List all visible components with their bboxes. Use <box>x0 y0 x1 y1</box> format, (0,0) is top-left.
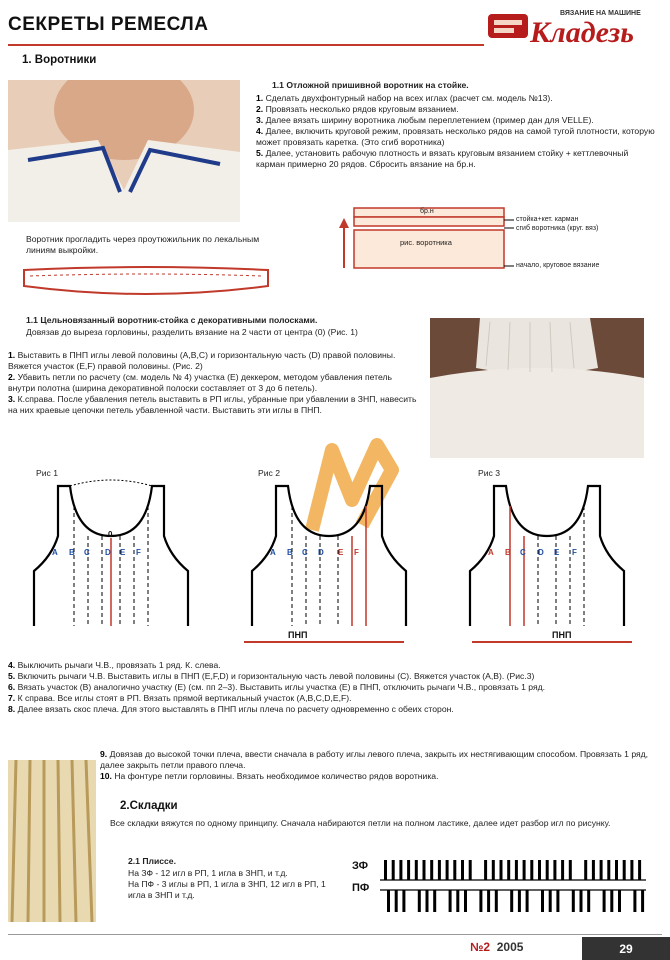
fig1-letter-d: D <box>105 548 111 557</box>
front-bed-needle <box>526 890 529 912</box>
back-bed-needle <box>500 860 503 880</box>
back-bed-needle <box>415 860 418 880</box>
collar2-steps-b2 <box>100 749 656 782</box>
collar1-step-3: 3. Далее вязать ширину воротника любым переплетением (пример дан для VELLE). <box>256 115 594 125</box>
logo-subtitle: ВЯЗАНИЕ НА МАШИНЕ <box>560 10 641 17</box>
collar2-step-4: 4. Выключить рычаги Ч.В., провязать 1 ряд. К. слева. <box>8 660 221 670</box>
fig1-center-label: 0 <box>108 530 113 539</box>
back-bed-needle <box>461 860 464 880</box>
front-bed-needle <box>633 890 636 912</box>
collar2-step-3: 3. К.справа. После убавления петель выставить в РП иглы, убранные при убавлении в ЗНП, навесить на них краевые цепочки петель убавленной части. Выставить эти иглы в ПНП. <box>8 394 417 415</box>
back-bed-needle <box>607 860 610 880</box>
back-bed-needle <box>469 860 472 880</box>
pleat-photo <box>8 760 96 922</box>
back-bed-needle <box>538 860 541 880</box>
back-bed-needle <box>453 860 456 880</box>
front-bed-needle <box>449 890 452 912</box>
fig2-letter-e: E <box>338 548 344 557</box>
back-bed-needle <box>492 860 495 880</box>
layer-main-box-label: рис. воротника <box>400 238 452 247</box>
fig2-letter-d: D <box>318 548 324 557</box>
back-bed-needle <box>546 860 549 880</box>
fig3-label: Рис 3 <box>478 468 500 478</box>
front-bed-needle <box>549 890 552 912</box>
logo-icon <box>486 6 532 46</box>
layer-fold-label: сгиб воротника (круг. вяз) <box>516 225 599 232</box>
back-bed-needle <box>507 860 510 880</box>
front-bed-needle <box>433 890 436 912</box>
collar1-title: 1.1 Отложной пришивной воротник на стойке. <box>272 80 469 90</box>
collar2-step-6: 6. Вязать участок (B) аналогично участку (E) (см. пп 2–3). Выставить иглы участка (E) в ПНП, отключить рычаги Ч.В., провязать 1 ряд. <box>8 682 546 692</box>
fig1-letter-c: C <box>84 548 90 557</box>
fig3-letter-d: D <box>538 548 544 557</box>
fig2-letter-a: A <box>270 548 276 557</box>
back-bed-needle <box>407 860 410 880</box>
back-bed-needle <box>638 860 641 880</box>
figure-2 <box>244 476 414 646</box>
front-bed-needle <box>572 890 575 912</box>
collar2-step-9: 9. Довязав до высокой точки плеча, ввести сначала в работу иглы левого плеча, закрыть их нестягивающим способом. Провязать 1 ряд, далее закрыть петли правого плеча. <box>100 749 649 770</box>
back-bed-needle <box>592 860 595 880</box>
collar1-note: Воротник прогладить через проутюжильник по лекальным линиям выкройки. <box>26 234 260 255</box>
front-bed-needle <box>426 890 429 912</box>
sec2-intro: Все складки вяжутся по одному принципу. Сначала набираются петли на полном ластике, далее идет разбор игл по рисунку. <box>110 818 611 828</box>
fig3-letter-c: C <box>520 548 526 557</box>
page-number: 29 <box>582 937 670 960</box>
collar-photo-2 <box>430 318 644 458</box>
back-bed-needle <box>438 860 441 880</box>
collar2-intro: Довязав до выреза горловины, разделить вязание на 2 части от центра (0) (Рис. 1) <box>26 327 358 337</box>
layer-pocket-label: стойка+кет. карман <box>516 216 579 223</box>
fig2-bottom-label: ПНП <box>288 630 308 640</box>
back-bed-needle <box>446 860 449 880</box>
fig3-bottom-label: ПНП <box>552 630 572 640</box>
front-bed-needle <box>418 890 421 912</box>
fig3-letter-e: E <box>554 548 560 557</box>
front-bed-needle <box>464 890 467 912</box>
back-bed-needle <box>584 860 587 880</box>
collar2-step-10: 10. На фонтуре петли горловины. Вязать необходимое количество рядов воротника. <box>100 771 439 781</box>
front-bed-needle <box>541 890 544 912</box>
sec2-line-2: На ПФ - 3 иглы в РП, 1 игла в ЗНП, 12 игл в РП, 1 игла в ЗНП и т.д. <box>128 879 326 900</box>
fig3-letter-b: B <box>505 548 511 557</box>
front-bed-needle <box>603 890 606 912</box>
back-bed-needle <box>523 860 526 880</box>
back-bed-needle <box>623 860 626 880</box>
collar1-steps <box>256 93 658 170</box>
collar2-title: 1.1 Цельновязанный воротник-стойка с декоративными полосками. <box>26 315 318 325</box>
header-rule <box>8 44 484 46</box>
back-bed-needle <box>515 860 518 880</box>
back-bed-needle <box>561 860 564 880</box>
front-bed-needle <box>510 890 513 912</box>
back-bed-needle <box>423 860 426 880</box>
back-bed-needle <box>553 860 556 880</box>
back-bed-needle <box>600 860 603 880</box>
layer-top-box-label: бр.н <box>420 208 434 215</box>
collar1-step-2: 2. Провязать несколько рядов круговым вязанием. <box>256 104 459 114</box>
collar-layer-diagram <box>334 204 670 274</box>
back-bed-needle <box>630 860 633 880</box>
back-bed-needle <box>569 860 572 880</box>
front-bed-needle <box>556 890 559 912</box>
back-bed-needle <box>392 860 395 880</box>
fig2-letter-b: B <box>287 548 293 557</box>
front-bed-needle <box>487 890 490 912</box>
front-bed-needle <box>456 890 459 912</box>
front-bed-needle <box>641 890 644 912</box>
logo-text: Кладезь <box>530 16 634 49</box>
collar2-step-7: 7. К справа. Все иглы стоят в РП. Вязать прямой вертикальный участок (A,B,C,D,E,F). <box>8 693 352 703</box>
footer-rule <box>8 934 662 935</box>
sec2-lines <box>128 868 342 901</box>
front-bed-needle <box>402 890 405 912</box>
back-bed-needle <box>615 860 618 880</box>
fig2-letter-c: C <box>302 548 308 557</box>
back-bed-needle <box>530 860 533 880</box>
collar1-step-5: 5. Далее, установить рабочую плотность и вязать круговым вязанием стойку + кеттлевочный карман примерно 20 рядов. Сбросить вязание на бр.н. <box>256 148 629 169</box>
page-section-title: СЕКРЕТЫ РЕМЕСЛА <box>8 14 209 35</box>
bed-label-zf: ЗФ <box>352 860 369 872</box>
back-bed-needle <box>484 860 487 880</box>
issue-number: №2 2005 <box>470 940 524 954</box>
section-1-title: 1. Воротники <box>22 54 97 66</box>
back-bed-needle <box>384 860 387 880</box>
fig1-letter-e: E <box>120 548 126 557</box>
layer-start-label: начало, круговое вязание <box>516 262 600 269</box>
collar2-steps-a <box>8 350 418 416</box>
collar2-step-2: 2. Убавить петли по расчету (см. модель № 4) участка (E) деккером, методом убавления петель внутри полотна (ширина декоративной полоски составляет от 3 до 6 петель). <box>8 372 392 393</box>
fig1-letter-b: B <box>69 548 75 557</box>
bed-label-pf: ПФ <box>352 882 370 894</box>
front-bed-needle <box>395 890 398 912</box>
fig1-letter-a: A <box>52 548 58 557</box>
front-bed-needle <box>479 890 482 912</box>
front-bed-needle <box>387 890 390 912</box>
collar-photo-1 <box>8 80 240 222</box>
front-bed-needle <box>610 890 613 912</box>
fig1-label: Рис 1 <box>36 468 58 478</box>
fig2-label: Рис 2 <box>258 468 280 478</box>
front-bed-needle <box>618 890 621 912</box>
figure-3 <box>462 476 632 646</box>
collar1-step-1: 1. Сделать двухфонтурный набор на всех иглах (расчет см. модель №13). <box>256 93 553 103</box>
front-bed-needle <box>587 890 590 912</box>
fig3-letter-a: A <box>488 548 494 557</box>
collar2-step-8: 8. Далее вязать скос плеча. Для этого выставлять в ПНП иглы плеча по расчету одновременно с обеих сторон. <box>8 704 454 714</box>
collar2-step-5: 5. Включить рычаги Ч.В. Выставить иглы в ПНП (E,F,D) и горизонтальную часть левой половины (C). Вяжется участок (A,B). (Рис.3) <box>8 671 535 681</box>
back-bed-needle <box>430 860 433 880</box>
collar-pattern-shape <box>18 262 274 304</box>
fig1-letter-f: F <box>136 548 141 557</box>
front-bed-needle <box>495 890 498 912</box>
back-bed-needle <box>399 860 402 880</box>
front-bed-needle <box>580 890 583 912</box>
collar2-step-1: 1. Выставить в ПНП иглы левой половины (A,B,C) и горизонтальную часть (D) правой половины. Вяжется участок (E,F) правой половины. (Рис. 2) <box>8 350 396 371</box>
sec2-sub-title: 2.1 Плиссе. <box>128 856 176 866</box>
fig3-letter-f: F <box>572 548 577 557</box>
needle-diagram <box>380 856 650 920</box>
fig2-letter-f: F <box>354 548 359 557</box>
section-2-title: 2.Складки <box>120 800 178 812</box>
collar2-steps-b <box>8 660 658 715</box>
collar1-step-4: 4. Далее, включить круговой режим, провязать несколько рядов на самой тугой плотности, которую может провязать каретка. (Это сгиб воротника) <box>256 126 655 147</box>
sec2-line-1: На ЗФ - 12 игл в РП, 1 игла в ЗНП, и т.д. <box>128 868 288 878</box>
front-bed-needle <box>518 890 521 912</box>
